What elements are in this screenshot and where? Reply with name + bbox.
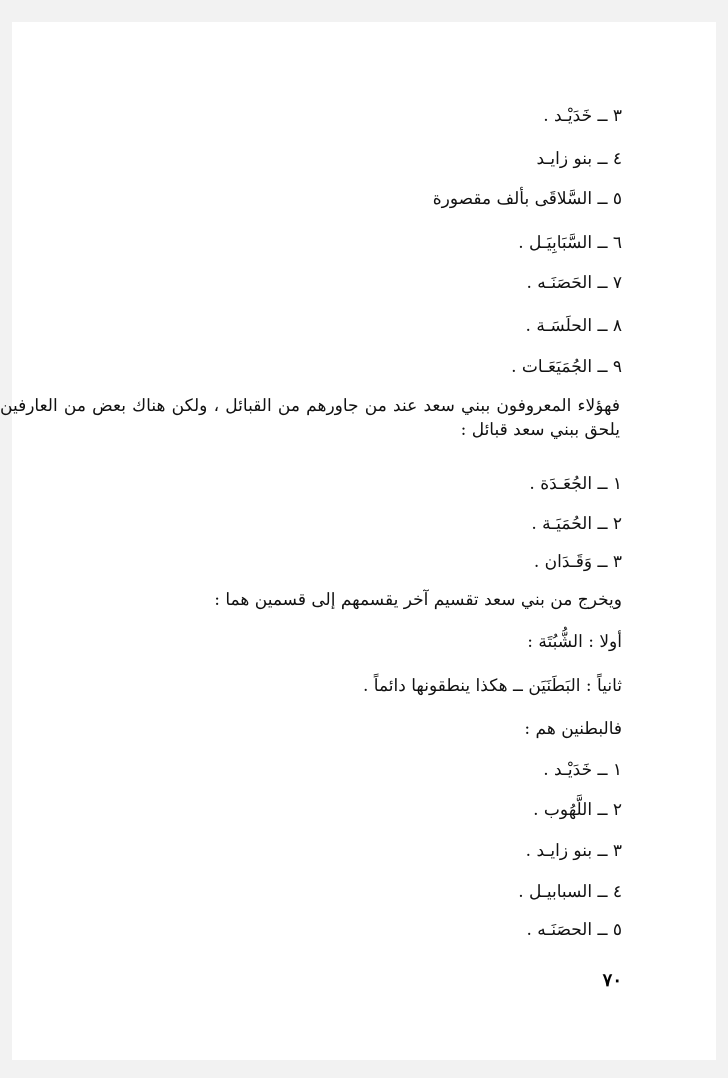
list-item: ٥ ــ السَّلاقَى بألف مقصورة [432, 189, 622, 209]
list-item: ٨ ــ الحلَسَـة . [525, 316, 622, 336]
document-page [0, 22, 716, 1060]
list-item: ٥ ــ الحصَنَـه . [526, 920, 622, 940]
blank-patch [195, 475, 461, 587]
list-item: ٤ ــ السبابيـل . [518, 882, 622, 902]
list-item: ٣ ــ وَقَـدَان . [533, 552, 622, 572]
list-item: ١ ــ الجُعَـدَة . [529, 474, 622, 494]
first-division: أولا : الشُّبُتَة : [527, 632, 622, 652]
batnain-intro: فالبطنين هم : [524, 719, 622, 739]
list-item: ١ ــ خَدَيْـد . [543, 760, 622, 780]
list-item: ٣ ــ بنو زايـد . [525, 841, 622, 861]
list-item: ٩ ــ الجُمَيَعَـات . [511, 357, 622, 377]
second-division: ثانياً : البَطَنَيَن ــ هكذا ينطقونها دائماً . [362, 676, 622, 696]
list-item: ٧ ــ الحَصَنَـه . [526, 273, 622, 293]
list-item: ٦ ــ السَّبَابِيَـل . [518, 233, 622, 253]
list-item: ٢ ــ الحُمَيَـة . [531, 514, 622, 534]
list-item: ٤ ــ بنو زايـد [536, 149, 622, 169]
page-number: ٧٠ [602, 970, 622, 991]
division-intro: ويخرج من بني سعد تقسيم آخر يقسمهم إلى قسمين هما : [214, 590, 622, 610]
list-item: ٢ ــ اللَّهُوب . [533, 800, 622, 820]
list-item: ٣ ــ خَدَيْـد . [543, 106, 622, 126]
body-paragraph: فهؤلاء المعروفون ببني سعد عند من جاورهم من القبائل ، ولكن هناك بعض من العارفين يلحق ببني سعد قبائل : [0, 396, 620, 440]
